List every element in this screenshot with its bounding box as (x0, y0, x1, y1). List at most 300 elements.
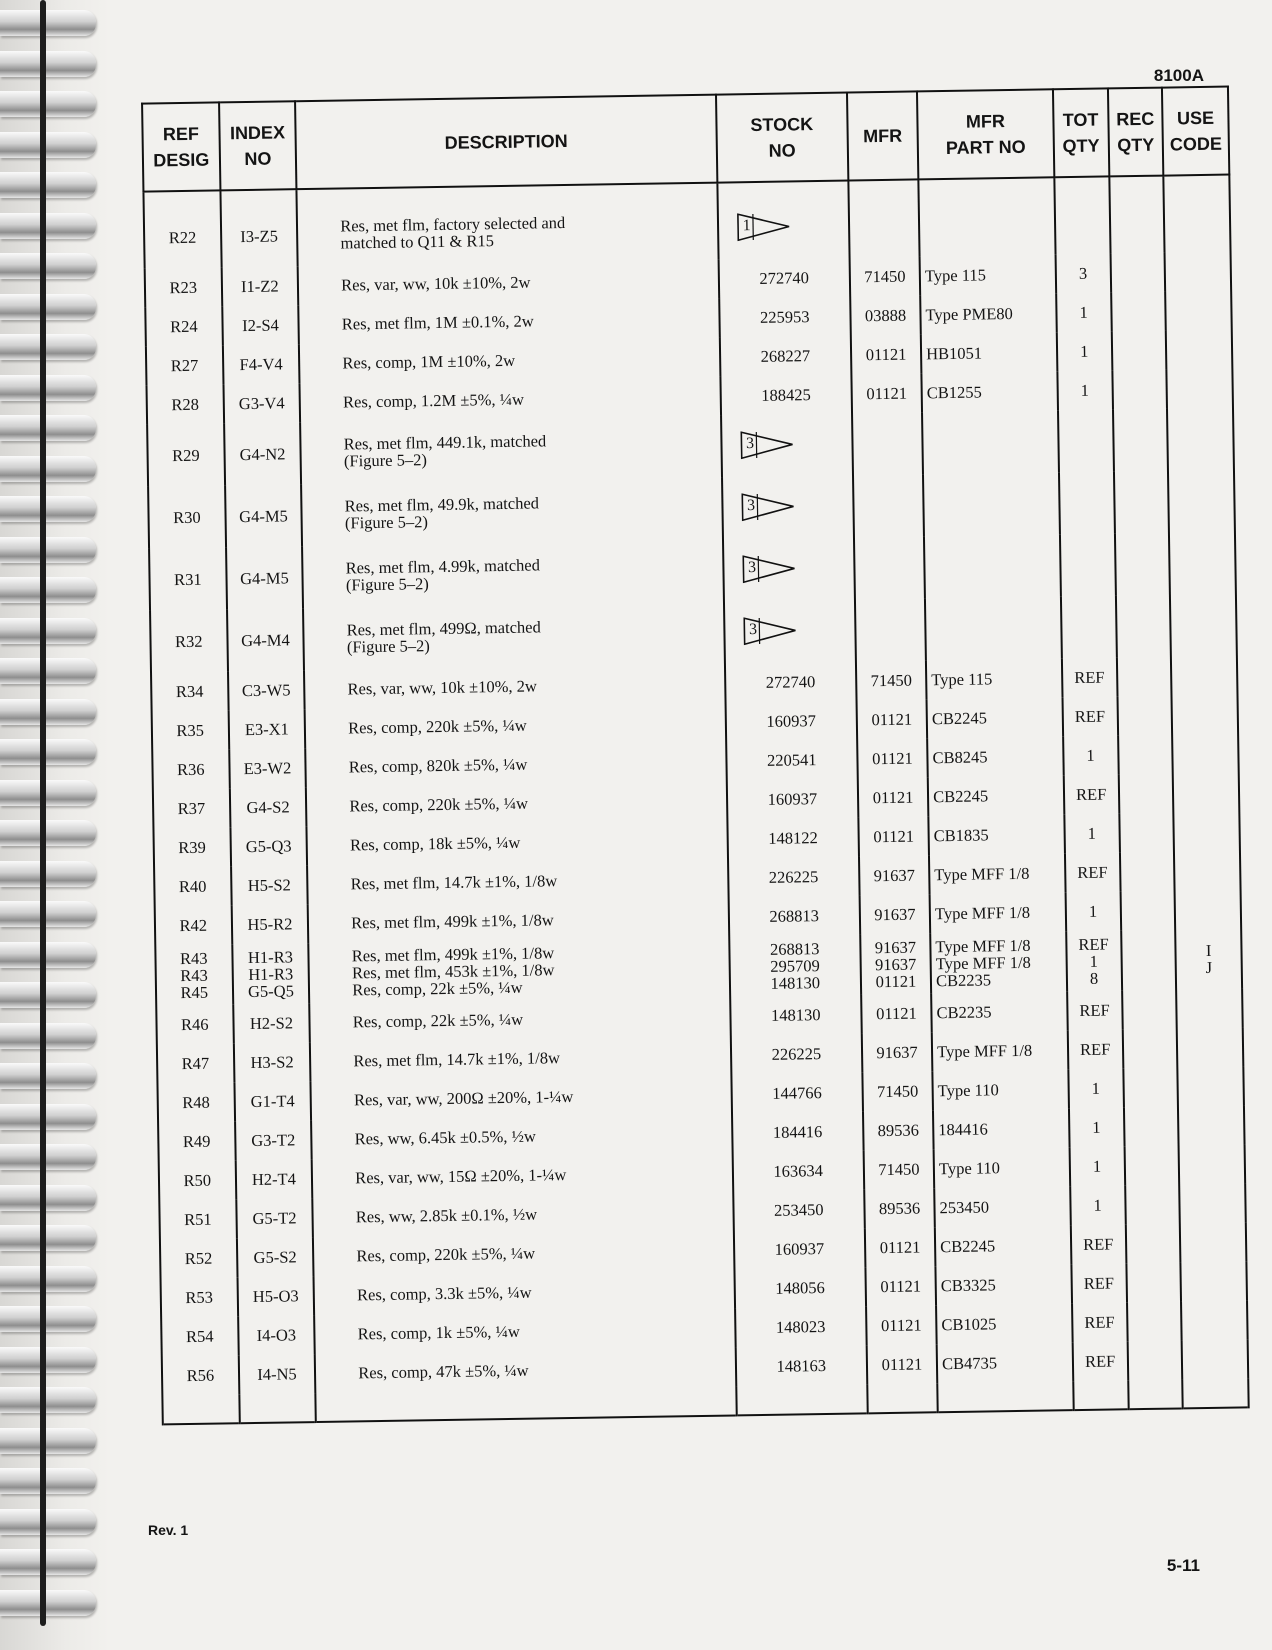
ref-desig-cell (145, 306, 222, 346)
mfr-part-no-cell (921, 371, 1057, 412)
tot-qty-cell (1062, 657, 1117, 697)
tot-qty-cell (1072, 1341, 1127, 1381)
cell-text: E3-W2 (243, 758, 292, 779)
binding-ring (0, 172, 96, 198)
rec-qty-cell (1118, 735, 1173, 775)
col-index-no: INDEX NO (219, 101, 297, 190)
cell-text: Res, var, ww, 200Ω ±20%, 1-¼w (353, 1086, 574, 1110)
stock-no-cell (724, 599, 856, 663)
cell-text: 1 (1087, 823, 1097, 843)
revision-label: Rev. 1 (148, 1522, 189, 1538)
mfr-part-no-cell (924, 534, 1061, 598)
use-code-cell (1174, 850, 1240, 890)
binding-ring (0, 10, 96, 36)
binding-ring (0, 132, 96, 158)
cell-text: G4-S2 (246, 797, 290, 818)
index-no-cell (230, 826, 307, 866)
mfr-part-no-cell (926, 658, 1062, 699)
cell-text: 148130 (770, 1005, 821, 1025)
cell-text: (Figure 5–2) (346, 636, 430, 657)
use-code-cell (1174, 811, 1240, 851)
cell-text: Res, met flm, 499k ±1%, 1/8w (351, 942, 555, 965)
cell-text: Type MFF 1/8 (934, 902, 1031, 924)
cell-text: Res, met flm, 49.9k, matched (344, 493, 540, 516)
cell-text: 71450 (870, 670, 913, 691)
tot-qty-cell (1057, 370, 1112, 410)
stock-no-cell (722, 475, 854, 539)
binding-ring (0, 294, 96, 320)
tot-qty-cell (1067, 990, 1122, 1030)
stock-no-cell (732, 1111, 864, 1152)
mfr-part-no-cell (921, 332, 1057, 373)
mfr-part-no-cell (928, 814, 1064, 855)
stock-no-cell (729, 934, 861, 996)
col-rec-qty: REC QTY (1107, 88, 1163, 177)
use-code-cell (1167, 408, 1234, 471)
use-code-cell (1176, 988, 1242, 1028)
description-cell (309, 996, 730, 1042)
cell-text: 268813 (769, 906, 820, 926)
binding-ring (0, 1590, 96, 1616)
cell-text: CB8245 (932, 747, 988, 768)
mfr-part-no-cell (920, 293, 1056, 334)
cell-text: R49 (182, 1131, 211, 1152)
use-code-cell (1173, 772, 1239, 812)
cell-text: R24 (169, 316, 198, 337)
ref-desig-cell (143, 190, 221, 268)
description-cell (314, 1269, 735, 1315)
cell-text: G4-N2 (239, 443, 286, 464)
cell-text: H2-T4 (251, 1169, 297, 1190)
cell-text: H1-R3 (248, 963, 294, 984)
mfr-cell (853, 474, 924, 537)
cell-text: Res, met flm, factory selected and (340, 212, 566, 236)
index-no-cell (223, 383, 300, 423)
cell-text: REF (1083, 1273, 1115, 1293)
ref-desig-cell (153, 827, 230, 867)
ref-desig-cell (152, 710, 229, 750)
cell-text: G5-Q5 (247, 980, 295, 1001)
index-no-cell (232, 943, 310, 1004)
cell-text: CB2235 (936, 1002, 992, 1023)
binding-ring (0, 780, 96, 806)
mfr-cell (863, 1110, 934, 1150)
cell-text: R45 (180, 982, 209, 1002)
binding-ring (0, 618, 96, 644)
cell-text: 225953 (759, 307, 810, 327)
rec-qty-cell (1116, 657, 1171, 697)
cell-text: H5-R2 (247, 914, 293, 935)
cell-text: REF (1084, 1312, 1115, 1332)
cell-text: 01121 (880, 1276, 922, 1297)
use-code-cell (1177, 1027, 1243, 1067)
mfr-cell (854, 536, 925, 599)
rec-qty-cell (1117, 696, 1172, 736)
rec-qty-cell (1119, 851, 1174, 891)
use-code-cell (1171, 655, 1237, 695)
stock-no-cell (733, 1228, 865, 1269)
ref-desig-cell (153, 788, 230, 828)
cell-text: 144766 (772, 1083, 822, 1103)
tot-qty-cell (1060, 533, 1116, 596)
cell-text: 01121 (875, 971, 917, 991)
mfr-cell (859, 855, 930, 895)
index-no-cell (231, 904, 308, 944)
binding-ring (0, 942, 96, 968)
binding-ring (0, 1144, 96, 1170)
rec-qty-cell (1120, 890, 1175, 930)
cell-text: I1-Z2 (240, 276, 279, 297)
mfr-cell (865, 1266, 936, 1306)
binding-ring (0, 577, 96, 603)
empty-cell (316, 1386, 737, 1422)
rec-qty-cell (1111, 292, 1166, 332)
description-cell (304, 664, 725, 710)
mfr-cell (864, 1149, 935, 1189)
cell-text: CB1835 (933, 825, 989, 846)
cell-text: 148122 (768, 828, 818, 848)
index-no-cell (237, 1237, 314, 1277)
note-flag-icon (740, 430, 794, 459)
cell-text: I3-Z5 (240, 225, 279, 246)
cell-text: 91637 (874, 954, 917, 974)
description-cell (302, 540, 723, 609)
mfr-cell (848, 179, 919, 257)
mfr-cell (851, 373, 922, 413)
cell-text: 148056 (775, 1278, 825, 1298)
cell-text: Res, var, ww, 10k ±10%, 2w (347, 676, 537, 699)
tot-qty-cell (1059, 471, 1115, 534)
cell-text: R52 (184, 1248, 213, 1269)
cell-text: 1 (1086, 745, 1095, 765)
rec-qty-cell (1109, 176, 1165, 254)
cell-text: 272740 (765, 672, 816, 692)
cell-text: 184416 (938, 1119, 988, 1140)
rec-qty-cell (1111, 331, 1166, 371)
stock-no-cell (719, 297, 851, 338)
tot-qty-cell (1071, 1224, 1126, 1264)
ref-desig-cell (157, 1043, 234, 1083)
ref-desig-cell (156, 1004, 233, 1044)
binding-ring (0, 334, 96, 360)
cell-text: 1 (1088, 901, 1098, 921)
tot-qty-cell (1062, 696, 1117, 736)
tot-qty-cell (1068, 1029, 1123, 1069)
cell-text: 01121 (880, 1315, 922, 1336)
cell-text: R34 (175, 681, 204, 702)
rec-qty-cell (1110, 253, 1165, 293)
cell-text: 1 (1079, 341, 1089, 361)
cell-text: 01121 (872, 787, 914, 808)
cell-text: 295709 (770, 955, 820, 976)
cell-text: R37 (177, 798, 206, 819)
cell-text: Res, comp, 1k ±5%, ¼w (357, 1321, 520, 1344)
cell-text: F4-V4 (239, 354, 283, 375)
cell-text: 220541 (766, 750, 817, 770)
rec-qty-cell (1124, 1145, 1179, 1185)
index-no-cell (223, 344, 300, 384)
description-cell (298, 260, 719, 306)
use-code-cell (1172, 733, 1238, 773)
cell-text: 91637 (874, 937, 917, 957)
use-code-cell (1168, 470, 1235, 533)
cell-text: H5-S2 (247, 875, 291, 896)
note-number: 3 (747, 558, 757, 576)
use-code-cell (1175, 928, 1242, 989)
cell-text: Res, met flm, 1M ±0.1%, 2w (341, 311, 534, 334)
tot-qty-cell (1056, 292, 1111, 332)
cell-text: REF (1082, 1234, 1114, 1254)
use-code-cell (1172, 694, 1238, 734)
ref-desig-cell (159, 1199, 236, 1239)
cell-text: 03888 (864, 305, 907, 326)
tot-qty-cell (1055, 253, 1110, 293)
note-number: 3 (748, 620, 758, 638)
binding-ring (0, 1225, 96, 1251)
stock-no-cell (725, 661, 857, 702)
stock-no-cell (728, 895, 860, 936)
mfr-cell (860, 933, 931, 994)
mfr-cell (855, 598, 926, 661)
cell-text: Res, comp, 220k ±5%, ¼w (356, 1243, 536, 1266)
description-cell (311, 1074, 732, 1120)
cell-text: R42 (179, 915, 208, 936)
empty-cell (1128, 1379, 1183, 1409)
mfr-part-no-cell (932, 1069, 1068, 1110)
cell-text: R30 (172, 507, 201, 527)
stock-no-cell (720, 375, 852, 416)
cell-text: Res, comp, 22k ±5%, ¼w (352, 1009, 524, 1032)
rec-qty-cell (1121, 929, 1177, 990)
use-code-cell (1167, 369, 1233, 409)
rec-qty-cell (1113, 409, 1169, 472)
tot-qty-cell (1072, 1302, 1127, 1342)
cell-text: 226225 (771, 1044, 822, 1064)
ref-desig-cell (154, 866, 231, 906)
description-cell (299, 299, 720, 345)
index-no-cell (228, 670, 305, 710)
cell-text: 3 (1078, 263, 1088, 283)
use-code-cell (1165, 291, 1231, 331)
cell-text: 71450 (864, 266, 906, 287)
cell-text: R54 (185, 1326, 214, 1347)
cell-text: R32 (174, 631, 203, 651)
cell-text: R56 (186, 1365, 215, 1386)
binding-ring (0, 1387, 96, 1413)
binding-ring (0, 496, 96, 522)
stock-no-cell (726, 739, 858, 780)
binding-ring (0, 861, 96, 887)
cell-text: 163634 (773, 1161, 824, 1181)
stock-no-cell (728, 856, 860, 897)
index-no-cell (229, 748, 306, 788)
stock-no-cell (721, 414, 853, 478)
cell-text: I4-N5 (257, 1364, 297, 1384)
binding-ring (0, 253, 96, 279)
cell-text: 91637 (876, 1042, 918, 1063)
index-no-cell (226, 546, 304, 609)
model-number: 8100A (1153, 66, 1204, 85)
binding-ring (0, 375, 96, 401)
cell-text: H5-O3 (252, 1286, 299, 1307)
cell-text: Res, met flm, 499k ±1%, 1/8w (351, 910, 554, 933)
cell-text: 1 (1091, 1078, 1101, 1098)
description-cell (297, 183, 719, 267)
cell-text: I2-S4 (242, 315, 279, 336)
cell-text: 268813 (769, 938, 820, 959)
cell-text: (Figure 5–2) (343, 450, 428, 471)
binding-ring (0, 739, 96, 765)
rec-qty-cell (1119, 813, 1174, 853)
cell-text: R27 (170, 355, 199, 376)
stock-no-cell (731, 1072, 863, 1113)
cell-text: 272740 (759, 268, 810, 288)
mfr-part-no-cell (927, 736, 1063, 777)
cell-text: Res, comp, 1.2M ±5%, ¼w (342, 389, 525, 412)
cell-text: 01121 (866, 383, 908, 404)
mfr-part-no-cell (918, 177, 1055, 256)
cell-text: 148130 (770, 972, 821, 993)
rec-qty-cell (1115, 595, 1171, 658)
use-code-cell (1181, 1300, 1247, 1340)
cell-text: I4-O3 (256, 1325, 297, 1345)
ref-desig-cell (155, 944, 233, 1005)
cell-text: Type 110 (938, 1158, 1001, 1179)
ref-desig-cell (147, 423, 225, 486)
use-code-cell (1179, 1183, 1245, 1223)
index-no-cell (235, 1159, 312, 1199)
mfr-cell (850, 295, 921, 335)
col-use-code: USE CODE (1162, 87, 1229, 176)
description-cell (313, 1230, 734, 1276)
use-code-cell (1169, 532, 1236, 595)
cell-text: CB2245 (932, 786, 989, 807)
mfr-cell (866, 1305, 937, 1345)
cell-text: I (1205, 940, 1212, 961)
note-number: 3 (746, 496, 756, 514)
ref-desig-cell (148, 485, 226, 548)
cell-text: J (1205, 957, 1213, 978)
description-cell (305, 742, 726, 788)
use-code-cell (1178, 1105, 1244, 1145)
cell-text: G3-T2 (251, 1130, 296, 1151)
cell-text: G4-M5 (240, 567, 289, 588)
description-cell (307, 859, 728, 905)
cell-text: 01121 (879, 1237, 921, 1258)
rec-qty-cell (1114, 533, 1170, 596)
binding-ring (0, 1306, 96, 1332)
mfr-cell (851, 334, 922, 374)
mfr-part-no-cell (930, 892, 1066, 933)
stock-no-cell (726, 778, 858, 819)
mfr-cell (867, 1344, 938, 1384)
index-no-cell (225, 484, 303, 547)
cell-text: G3-V4 (238, 393, 285, 414)
cell-text: REF (1074, 706, 1106, 727)
cell-text: Type 115 (924, 265, 987, 286)
col-mfr-part-no: MFR PART NO (917, 89, 1054, 179)
mfr-cell (858, 777, 929, 817)
tot-qty-cell (1058, 409, 1114, 472)
empty-cell (937, 1381, 1073, 1412)
cell-text: Type 115 (931, 669, 993, 690)
col-stock-no: STOCK NO (716, 93, 849, 183)
cell-text: C3-W5 (241, 680, 291, 701)
cell-text: REF (1084, 1351, 1116, 1371)
stock-no-cell (734, 1267, 866, 1308)
tot-qty-cell (1054, 176, 1110, 254)
stock-no-cell (735, 1306, 867, 1347)
cell-text: Res, comp, 3.3k ±5%, ¼w (356, 1282, 532, 1305)
cell-text: 01121 (881, 1354, 923, 1375)
rec-qty-cell (1127, 1340, 1182, 1380)
index-no-cell (227, 608, 305, 671)
description-cell (299, 338, 720, 384)
mfr-cell (850, 256, 921, 296)
index-no-cell (236, 1198, 313, 1238)
stock-no-cell (717, 181, 850, 260)
tot-qty-cell (1065, 852, 1120, 892)
tot-qty-cell (1069, 1146, 1124, 1186)
description-cell (313, 1191, 734, 1237)
index-no-cell (233, 1003, 310, 1043)
note-flag-icon (736, 212, 790, 241)
cell-text: 188425 (761, 385, 811, 405)
mfr-part-no-cell (933, 1108, 1069, 1149)
cell-text: H1-R3 (247, 946, 294, 967)
cell-text: 1 (1079, 302, 1088, 322)
binding-ring (0, 820, 96, 846)
cell-text: 71450 (878, 1159, 920, 1180)
tot-qty-cell (1063, 735, 1118, 775)
cell-text: R31 (173, 569, 202, 589)
index-no-cell (222, 305, 299, 345)
cell-text: 71450 (876, 1081, 919, 1102)
ref-desig-cell (162, 1355, 239, 1395)
ref-desig-cell (149, 547, 227, 610)
stock-no-cell (733, 1189, 865, 1230)
mfr-part-no-cell (930, 931, 1067, 993)
cell-text: Res, met flm, 449.1k, matched (343, 431, 547, 454)
cell-text: R47 (181, 1053, 210, 1074)
cell-text: 91637 (873, 865, 916, 886)
tot-qty-cell (1057, 331, 1112, 371)
binding-ring (0, 1347, 96, 1373)
use-code-cell (1175, 889, 1241, 929)
description-cell (308, 898, 729, 944)
binding-ring (0, 537, 96, 563)
mfr-part-no-cell (929, 853, 1065, 894)
stock-no-cell (730, 994, 862, 1035)
rec-qty-cell (1113, 471, 1169, 534)
binding-ring (0, 699, 96, 725)
description-cell (315, 1347, 736, 1393)
binding-ring (0, 658, 96, 684)
tot-qty-cell (1061, 595, 1117, 658)
mfr-part-no-cell (920, 254, 1056, 295)
mfr-cell (856, 660, 927, 700)
use-code-cell (1178, 1066, 1244, 1106)
cell-text: H3-S2 (250, 1052, 294, 1073)
description-cell (309, 937, 730, 1004)
use-code-cell (1166, 330, 1232, 370)
cell-text: Type MFF 1/8 (936, 1040, 1033, 1062)
cell-text: REF (1079, 1000, 1110, 1021)
use-code-cell (1165, 252, 1231, 292)
rec-qty-cell (1122, 989, 1177, 1029)
mfr-cell (865, 1227, 936, 1267)
mfr-cell (861, 993, 932, 1033)
